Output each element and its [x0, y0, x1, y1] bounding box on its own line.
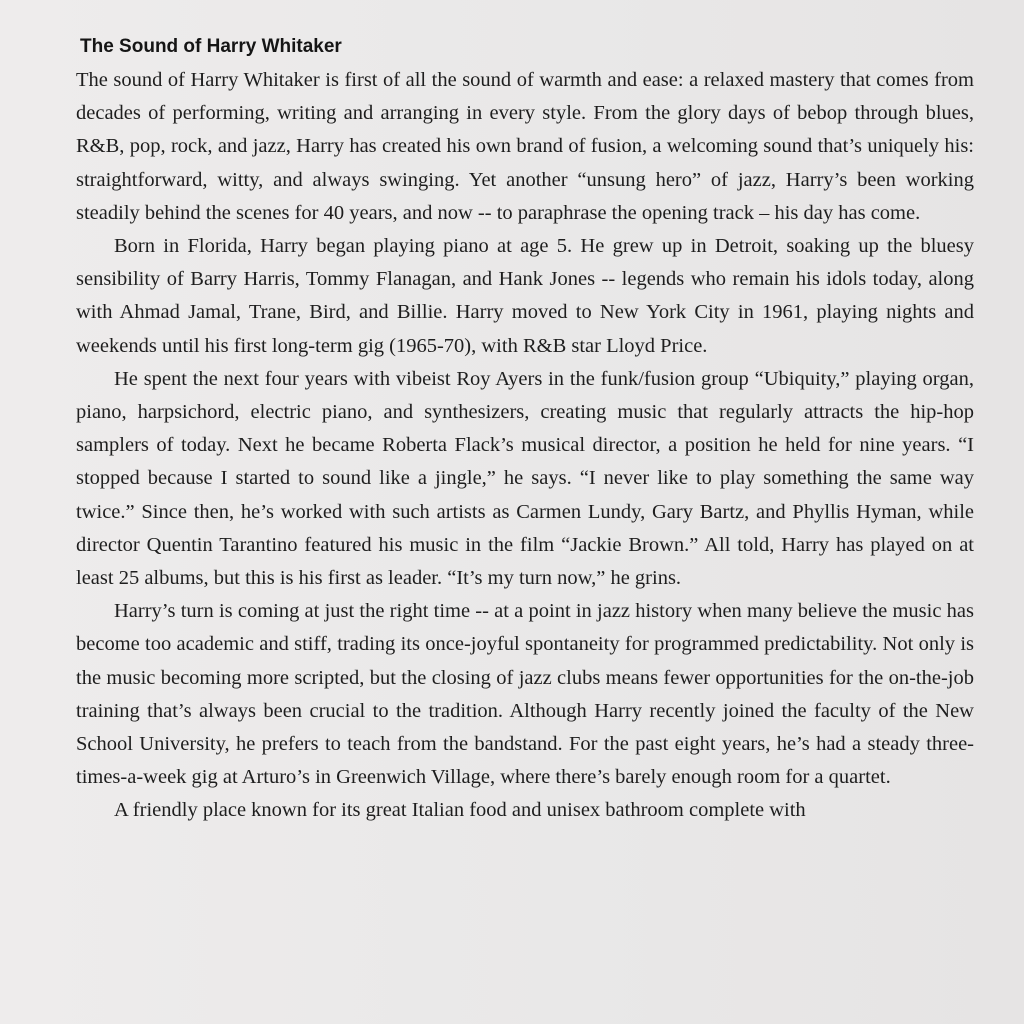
paragraph-jazz-history: Harry’s turn is coming at just the right time -- at a point in jazz history when many believe the music has become too academic and stiff, trading its once-joyful spontaneity for programmed predictability. Not only is the music becoming more scripted, but the closing of jazz clubs means fewer opportunities for the on-the-job training that’s always been crucial to the tradition. Although Harry recently joined the faculty of the New School University, he prefers to teach from the bandstand. For the past eight years, he’s had a steady three-times-a-week gig at Arturo’s in Greenwich Village, where there’s barely enough room for a quartet.: [76, 600, 974, 789]
article-body: [76, 34, 974, 828]
paragraph-early-life: Born in Florida, Harry began playing piano at age 5. He grew up in Detroit, soaking up the bluesy sensibility of Barry Harris, Tommy Flanagan, and Hank Jones -- legends who remain his idols today, along with Ahmad Jamal, Trane, Bird, and Billie. Harry moved to New York City in 1961, playing nights and weekends until his first long-term gig (1965-70), with R&B star Lloyd Price.: [76, 235, 974, 357]
article-title: The Sound of Harry Whitaker: [80, 36, 342, 57]
paragraph-arturos: A friendly place known for its great Italian food and unisex bathroom complete with: [114, 799, 806, 822]
paragraph-career: He spent the next four years with vibeist Roy Ayers in the funk/fusion group “Ubiquity,” playing organ, piano, harpsichord, electric piano, and synthesizers, creating music that regularly attracts the hip-hop samplers of today. Next he became Roberta Flack’s musical director, a position he held for nine years. “I stopped because I started to sound like a jingle,” he says. “I never like to play something the same way twice.” Since then, he’s worked with such artists as Carmen Lundy, Gary Bartz, and Phyllis Hyman, while director Quentin Tarantino featured his music in the film “Jackie Brown.” All told, Harry has played on at least 25 albums, but this is his first as leader. “It’s my turn now,” he grins.: [76, 367, 974, 590]
paragraph-intro: The sound of Harry Whitaker is first of all the sound of warmth and ease: a relaxed mastery that comes from decades of performing, writing and arranging in every style. From the glory days of bebop through blues, R&B, pop, rock, and jazz, Harry has created his own brand of fusion, a welcoming sound that’s uniquely his: straightforward, witty, and always swinging. Yet another “unsung hero” of jazz, Harry’s been working steadily behind the scenes for 40 years, and now -- to paraphrase the opening track – his day has come.: [76, 69, 974, 224]
